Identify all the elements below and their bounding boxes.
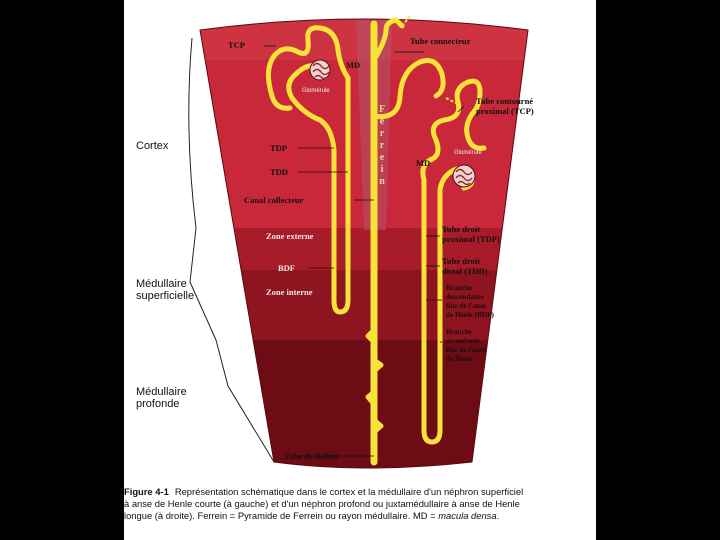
ferrein-letter-7: n [379,176,385,187]
label-tube-de-bellini: Tube de Bellini [284,451,339,461]
caption-line-1 [124,486,596,498]
ferrein-letter-3: r [379,128,385,139]
region-label-medullaire-superficielle: Médullaire superficielle [136,278,195,302]
caption-line-2: à anse de Henle courte (à gauche) et d'un néphron profond ou juxtamédullaire à anse de Henle [124,498,520,509]
label-branche-ascendante-1: Branche [446,328,472,336]
caption-end: . [496,510,500,521]
medullaire-superficielle-bracket [190,228,216,340]
glomerule-right [453,165,475,187]
label-zone-externe: Zone externe [266,231,314,241]
region-label-medullaire-profonde: Médullaire profonde [136,386,187,410]
glomerule-left [310,60,330,80]
region-label-cortex: Cortex [136,140,169,152]
label-tdp: TDP [270,143,287,153]
label-bdf: BDF [278,263,295,273]
label-branche-descendante-1: Branche [446,284,472,292]
inner-medulla-region [124,270,596,340]
caption-line-3 [124,510,596,522]
label-tube-connecteur: Tube connecteur [410,36,471,46]
label-branche-descendante-3: fine de l'anse [446,302,486,310]
deep-medulla-region [124,340,596,486]
label-glomerule-right: Glomérule [454,150,482,156]
label-tube-contourne-proximal-1: Tube contourné [476,96,534,106]
label-branche-descendante-2: descendante [446,293,484,301]
nephron-diagram [124,0,596,486]
figure-panel [124,0,596,540]
label-branche-ascendante-3: fine de l'anse [446,346,486,354]
label-md-left: MD [346,60,361,70]
ferrein-letter-2: e [379,116,385,127]
caption-text-3: longue (à droite). Ferrein = Pyramide de Ferrein ou rayon médullaire. MD = [124,510,439,521]
label-glomerule-left: Glomérule [302,88,330,94]
caption-text-1: Représentation schématique dans le cortex et la médullaire d'un néphron superficiel [174,486,524,497]
label-tube-droit-proximal-1: Tube droit [442,224,481,234]
label-branche-descendante-4: de Henle (BDF) [446,311,494,319]
ferrein-letter-6: i [380,164,384,175]
label-branche-ascendante-4: de Henle [446,355,473,363]
ferrein-letter-5: e [379,152,385,163]
label-tdd: TDD [270,167,288,177]
label-tcp: TCP [228,40,245,50]
label-tube-droit-proximal-2: proximal (TDP) [442,234,500,244]
figure-number: Figure 4-1 [124,486,169,497]
label-tube-droit-distal-1: Tube droit [442,256,481,266]
label-tube-contourne-proximal-2: proximal (TCP) [476,106,534,116]
cortex-bracket [189,38,196,228]
figure-caption [124,486,596,522]
ferrein-letter-4: r [379,140,385,151]
label-canal-collecteur: Canal collecteur [244,195,304,205]
label-md-right: MD [416,158,431,168]
ferrein-letter-1: F [378,104,386,115]
label-zone-interne: Zone interne [266,287,313,297]
label-branche-ascendante-2: ascendante [446,337,480,345]
caption-macula-densa: macula densa [438,510,497,521]
label-tube-droit-distal-2: distal (TDD) [442,266,488,276]
